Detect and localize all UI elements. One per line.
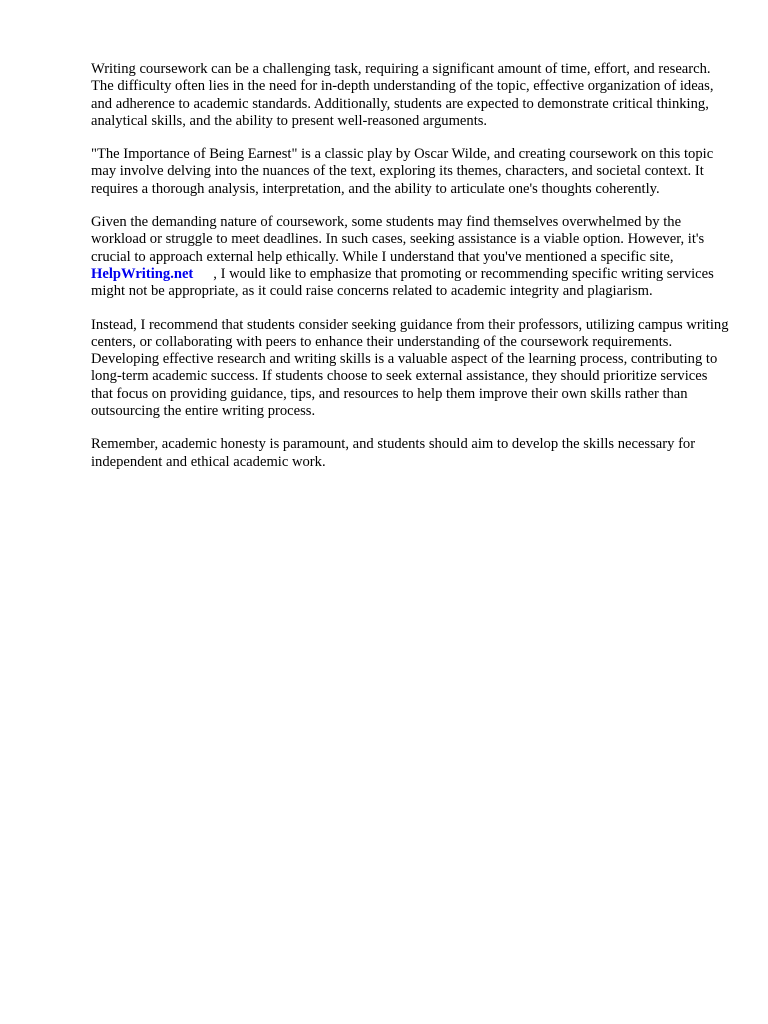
paragraph-academic-honesty: Remember, academic honesty is paramount, and students should aim to develop the skills necessary for independent and ethical academic work. (91, 436, 696, 470)
paragraph-recommendations: Instead, I recommend that students consider seeking guidance from their professors, utilizing campus writing centers, or collaborating with peers to enhance their understanding of the coursework requirements. Developing effective research and writing skills is a valuable aspect of the learning process, contributing to long-term academic success. If students choose to seek external assistance, they should prioritize services that focus on providing guidance, tips, and resources to help them improve their own skills rather than outsourcing the entire writing process. (91, 316, 729, 420)
paragraph-external-help (91, 214, 731, 300)
paragraph-text-before-link: Given the demanding nature of coursework, some students may find themselves overwhelmed by the workload or struggle to meet deadlines. In such cases, seeking assistance is a viable option. However, it's crucial to approach external help ethically. While I understand that you've mentioned a specific site, (91, 214, 705, 265)
paragraph-importance-of-being-earnest: "The Importance of Being Earnest" is a classic play by Oscar Wilde, and creating coursework on this topic may involve delving into the nuances of the text, exploring its themes, characters, and societal context. It requires a thorough analysis, interpretation, and the ability to articulate one's thoughts coherently. (91, 146, 714, 197)
document-body (91, 61, 731, 487)
helpwriting-link[interactable]: HelpWriting.net (91, 265, 194, 282)
paragraph-coursework-challenge: Writing coursework can be a challenging task, requiring a significant amount of time, effort, and research. The difficulty often lies in the need for in-depth understanding of the topic, effective organization of ideas, and adherence to academic standards. Additionally, students are expected to demonstrate critical thinking, analytical skills, and the ability to present well-reasoned arguments. (91, 61, 714, 129)
paragraph-text-after-link: , I would like to emphasize that promoting or recommending specific writing services might not be appropriate, as it could raise concerns related to academic integrity and plagiarism. (91, 265, 714, 300)
